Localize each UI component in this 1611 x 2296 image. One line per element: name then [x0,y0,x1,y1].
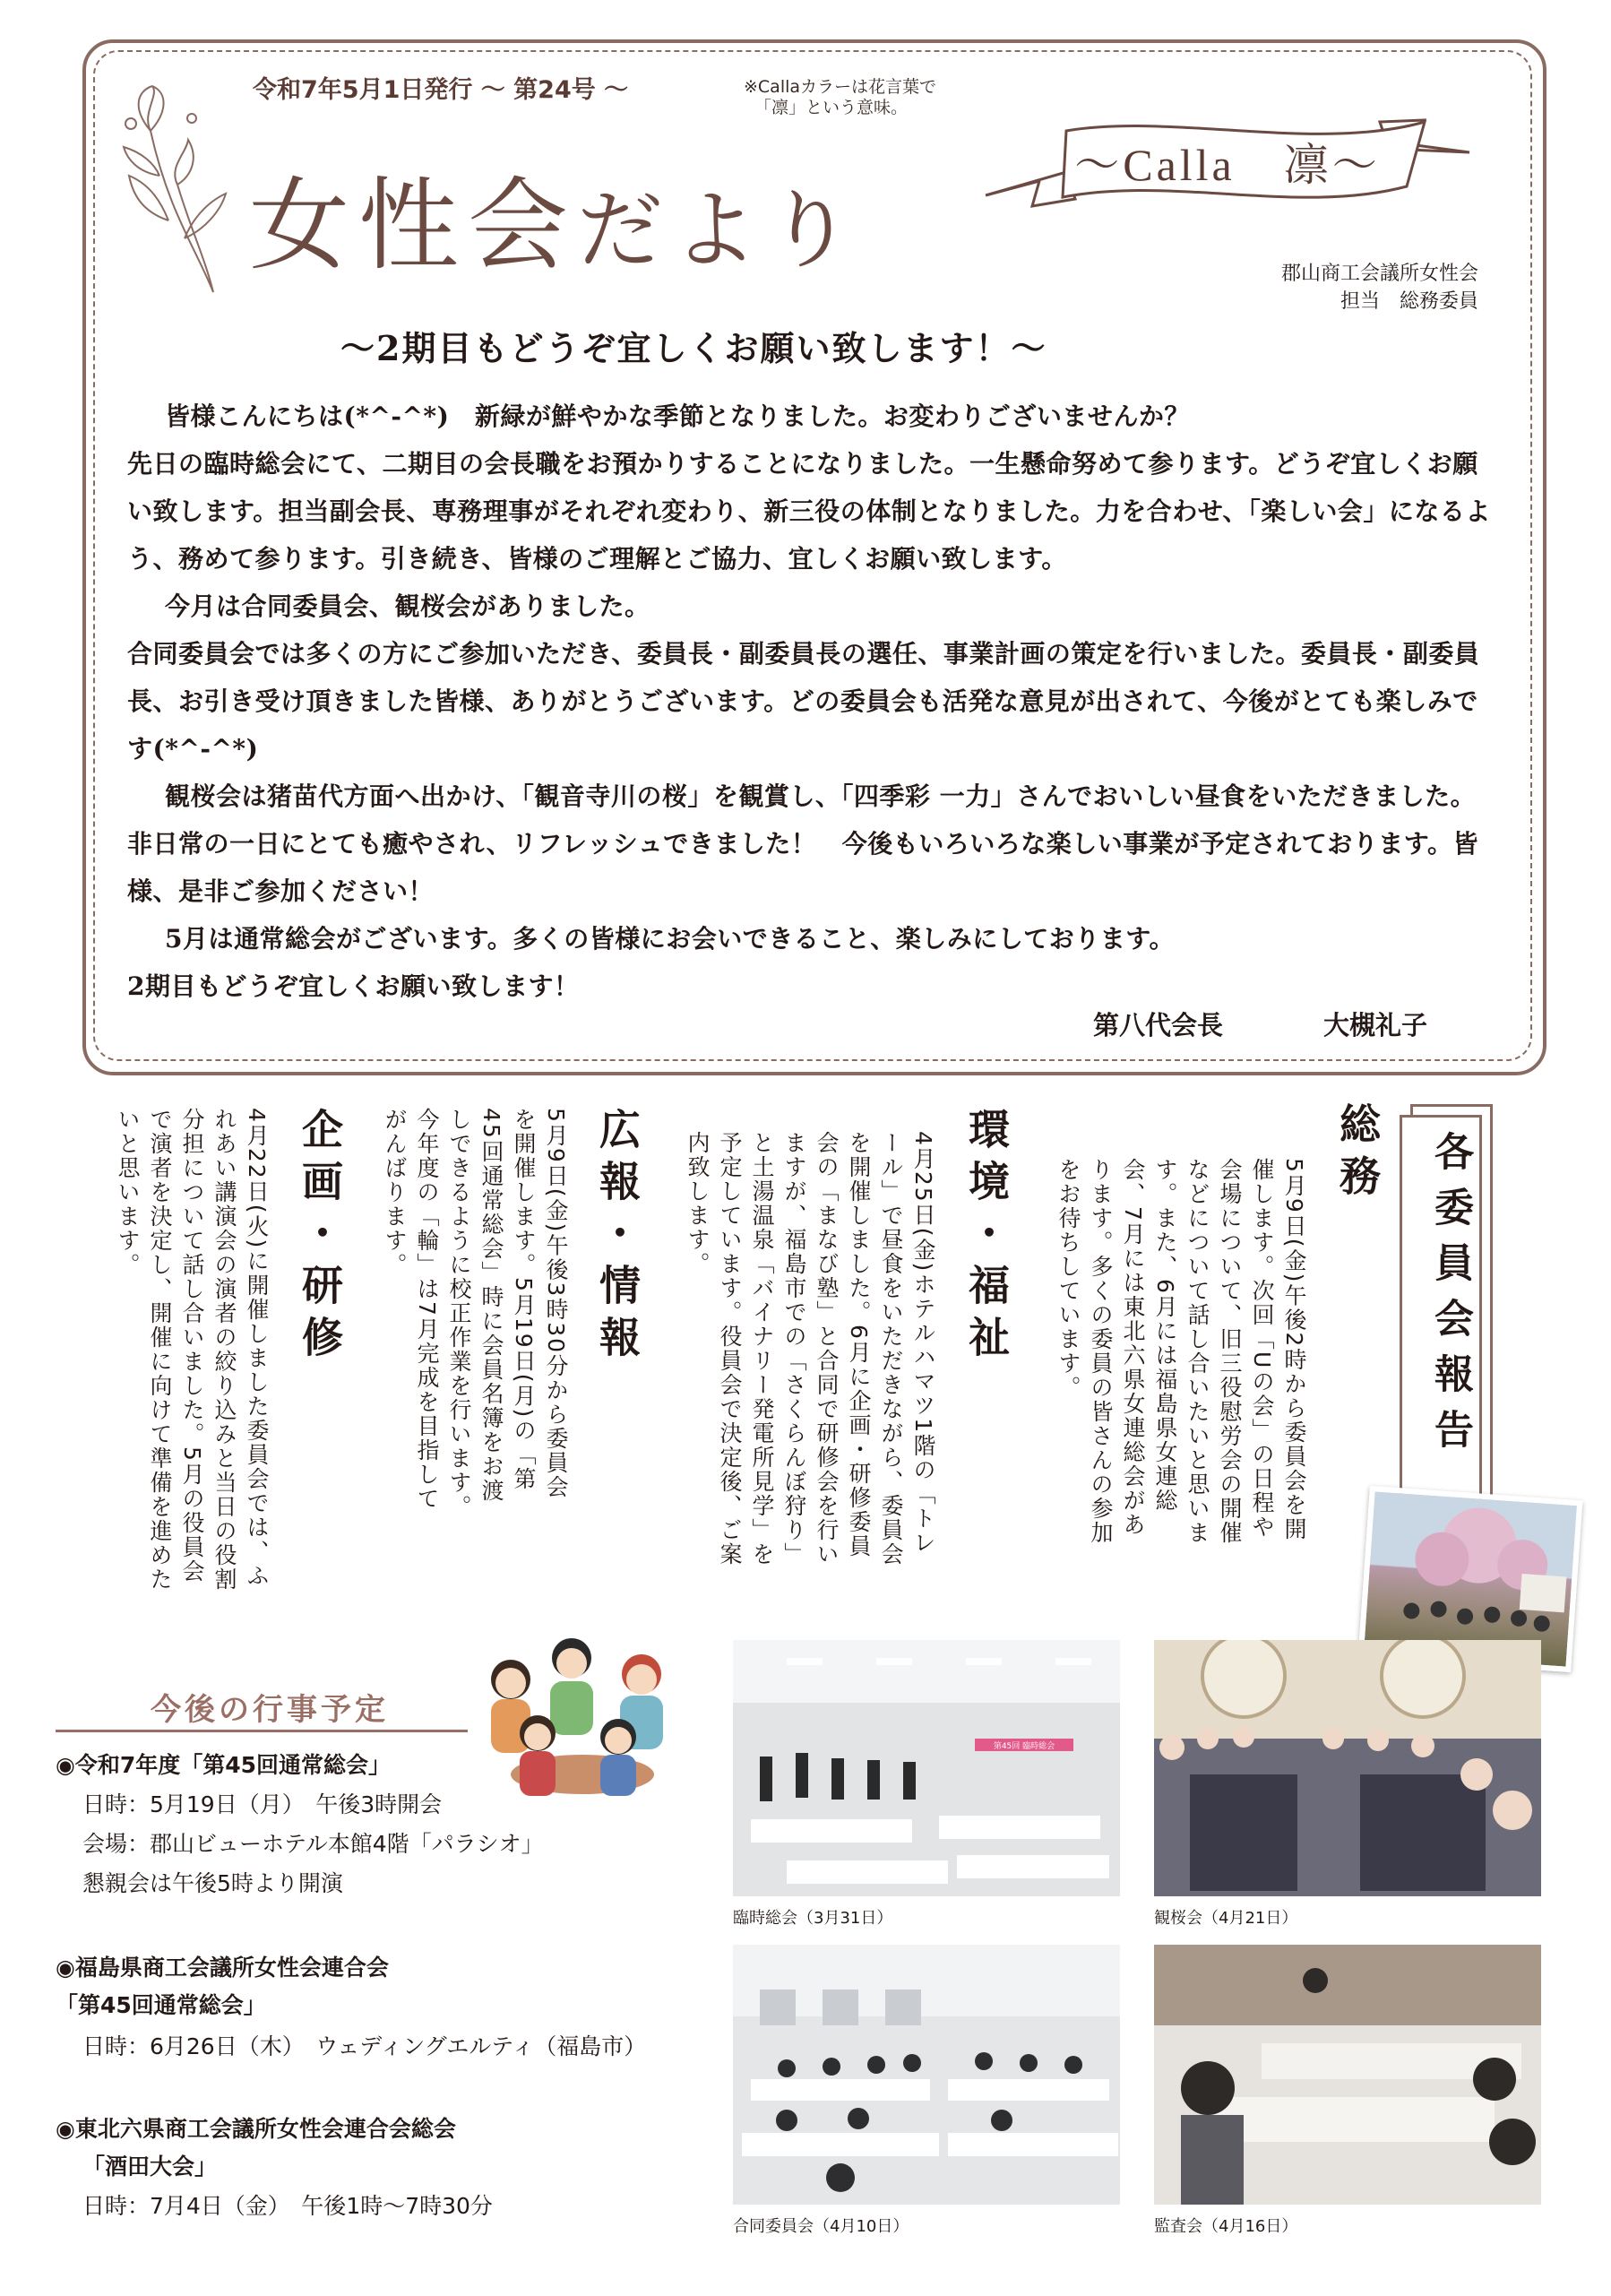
title-main: 女性会 [249,168,577,284]
event-line: 会場：郡山ビューホテル本館4階「パラシオ」 [82,1831,544,1857]
event-line: 日時：6月26日（木） ウェディングエルティ（福島市） [82,2033,647,2059]
photo-caption: 合同委員会（4月10日） [733,2217,909,2236]
kankyo-title: 環境・福祉 [962,1108,1011,1368]
photo-cherry-viewing [1154,1640,1541,1896]
soumu-title: 総務 [1333,1102,1382,1206]
signature: 第八代会長 大槻礼子 [1093,1010,1428,1040]
meeting-banner-text: 第45回 臨時総会 [993,1742,1055,1751]
greeting-subtitle: 〜2期目もどうぞ宜しくお願い致します！〜 [340,328,1047,368]
schedule-divider [56,1730,468,1732]
photo-joint-committee [733,1945,1120,2205]
photo-extraordinary-meeting [733,1640,1120,1896]
event-name: ◉令和7年度「第45回通常総会」 [56,1752,392,1778]
calla-note: ※Callaカラーは花言葉で 「凛」という意味。 [744,77,937,117]
kouhou-text: 5月9日(金)午後3時30分から委員会を開催します。5月19日(月)の「第45回通常総会」時に会員名簿をお渡しできるように校正作業を行います。今年度の「輪」は7月完成を目指してがんばります。 [382,1108,569,1519]
title-kana: だより [577,180,862,281]
event-line: 日時：7月4日（金） 午後1時〜7時30分 [82,2193,493,2219]
greeting-paragraph: 2期目もどうぞ宜しくお願い致します！ [127,971,580,1001]
greeting-paragraph: 5月は通常総会がございます。多くの皆様にお会いできること、楽しみにしております。 [165,924,1176,954]
greeting-paragraph: 観桜会は猪苗代方面へ出かけ、「観音寺川の桜」を観賞し、「四季彩 一力」さんでおいしい昼食をいただきました。非日常の一日にとても癒やされ、リフレッシュできました！ 今後もいろいろな楽しい事業が予定されております。皆様、是非ご参加ください！ [127,781,1478,906]
photo-audit-meeting [1154,1945,1541,2205]
report-heading: 各委員会報告 [1427,1131,1473,1464]
greeting-body [127,393,1494,1010]
greeting-paragraph: 皆様こんにちは(*^-^*) 新緑が鮮やかな季節となりました。お変わりございませんか？ [165,401,1190,431]
schedule-title: 今後の行事予定 [151,1692,389,1728]
newsletter-title [249,145,862,289]
issue-date: 令和7年5月1日発行 〜 第24号 〜 [253,76,629,104]
ribbon-text: 〜Calla 凛〜 [1074,140,1381,190]
people-illustration-icon [475,1633,681,1803]
soumu-text: 5月9日(金)午後2時から委員会を開催します。次回「Uの会」の日程や会場について、旧三役慰労会の開催などについて話し合いたいと思います。また、6月には福島県女連総会、7月には東北六県女連総会があります。多くの委員の皆さんの参加をお待ちしています。 [1055,1158,1307,1545]
photo-caption: 観桜会（4月21日） [1154,1909,1298,1928]
organization: 郡山商工会議所女性会 担当 総務委員 [1280,263,1478,313]
greeting-paragraph: 今月は合同委員会、観桜会がありました。 [165,591,650,621]
event-name: ◉福島県商工会議所女性会連合会 [56,1955,389,1981]
event-name-sub: 「第45回通常総会」 [56,1992,266,2018]
kankyo-text: 4月25日(金)ホテルハマツ1階の「トレール」で昼食をいただきながら、委員会を開催しました。6月に企画・研修委員会の「まなび塾」と合同で研修会を行いますが、福島市での「さくらんぼ狩り」と土湯温泉「バイナリー発電所見学」を予定しています。役員会で決定後、ご案内致します。 [685,1131,936,1567]
kouhou-title: 広報・情報 [593,1108,642,1368]
greeting-paragraph: 合同委員会では多くの方にご参加いただき、委員長・副委員長の選任、事業計画の策定を行いました。委員長・副委員長、お引き受け頂きました皆様、ありがとうございます。どの委員会も活発な意見が出されて、今後がとても楽しみです(*^-^*) [127,639,1480,764]
event-name: ◉東北六県商工会議所女性会連合会総会 [56,2116,456,2142]
greeting-paragraph: 先日の臨時総会にて、二期目の会長職をお預かりすることになりました。一生懸命努めて参ります。どうぞ宜しくお願い致します。担当副会長、専務理事がそれぞれ変わり、新三役の体制となりました。力を合わせ、「楽しい会」になるよう、務めて参ります。引き続き、皆様のご理解とご協力、宜しくお願い致します。 [127,449,1491,574]
kikaku-title: 企画・研修 [296,1108,344,1368]
event-line: 日時：5月19日（月） 午後3時開会 [82,1791,443,1817]
flower-illustration-icon [106,77,258,301]
kikaku-text: 4月22日(火)に開催しました委員会では、ふれあい講演会の演者の絞り込みと当日の役割分担について話し合いました。5月の役員会で演者を決定し、開催に向けて準備を進めたいと思います。 [115,1108,270,1592]
event-line: 懇親会は午後5時より開演 [82,1870,343,1896]
photo-caption: 臨時総会（3月31日） [733,1909,893,1928]
photo-caption: 監査会（4月16日） [1154,2217,1298,2236]
event-name-sub: 「酒田大会」 [82,2154,218,2179]
